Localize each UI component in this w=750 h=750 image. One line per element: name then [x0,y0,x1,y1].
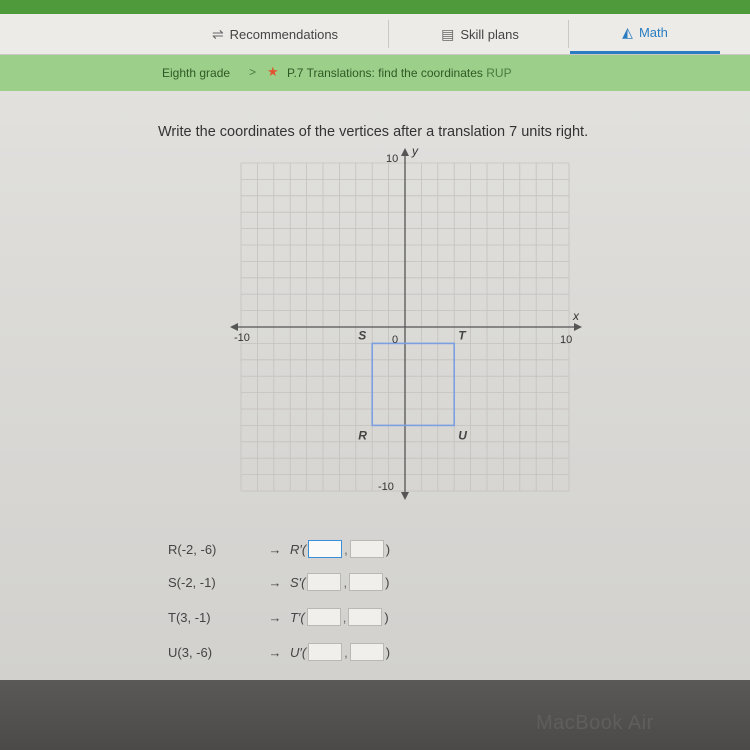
close-paren: ) [385,541,391,557]
y-coordinate-input[interactable] [350,540,384,558]
arrow-right-icon: → [268,541,282,557]
image-point-label: R′( [290,541,307,557]
star-icon: ★ [267,64,279,79]
original-point: S(-2, -1) [168,574,216,590]
vertex-label-r: R [358,428,367,443]
y-coordinate-input[interactable] [348,608,382,626]
arrow-right-icon: → [268,644,282,660]
y-min-tick: -10 [378,481,394,493]
y-axis-label: y [412,144,418,158]
answer-row [168,606,389,628]
signpost-icon: ⇌ [211,25,224,42]
vertex-label-t: T [458,328,466,343]
y-max-tick: 10 [386,153,399,165]
vertex-label-s: S [358,328,367,343]
x-axis-left-arrow-icon [230,323,238,331]
image-point-label: S′( [290,574,306,590]
arrow-right-icon: → [268,609,282,625]
y-coordinate-input[interactable] [350,643,384,661]
original-point: U(3, -6) [168,644,213,660]
tab-label: Skill plans [460,26,519,42]
origin-label: 0 [392,334,399,346]
original-point: T(3, -1) [168,609,211,625]
question-text: Write the coordinates of the vertices after a translation 7 units right. [158,124,589,140]
x-max-tick: 10 [560,334,573,346]
y-coordinate-input[interactable] [349,573,383,591]
clipboard-icon: ▤ [441,25,455,42]
comma: , [342,609,347,625]
image-point-label: T′( [290,609,305,625]
x-coordinate-input[interactable] [308,643,342,661]
breadcrumb-grade-link[interactable]: Eighth grade [162,66,231,80]
comma: , [344,541,348,557]
close-paren: ) [385,644,391,660]
vertex-label-u: U [458,428,467,443]
skill-tag: RUP [486,66,512,80]
chevron-right-icon: > [249,65,257,79]
close-paren: ) [385,574,390,590]
x-axis-right-arrow-icon [574,323,582,331]
image-point-label: U′( [290,644,307,660]
original-point: R(-2, -6) [168,541,217,557]
answer-row [168,538,390,560]
y-axis-up-arrow-icon [401,148,409,156]
device-brand-label: MacBook Air [536,712,654,734]
tab-label: Math [638,25,668,40]
x-coordinate-input[interactable] [308,540,342,558]
close-paren: ) [384,609,389,625]
x-min-tick: -10 [234,332,250,344]
skill-name: P.7 Translations: find the coordinates [287,66,483,80]
tab-label: Recommendations [229,26,339,42]
answer-row [168,571,389,593]
answer-row [168,641,390,663]
arrow-right-icon: → [268,574,282,590]
comma: , [344,644,348,660]
comma: , [343,574,348,590]
pyramid-icon: ◭ [622,24,633,40]
x-coordinate-input[interactable] [307,573,341,591]
x-axis-label: x [573,309,579,323]
x-coordinate-input[interactable] [307,608,341,626]
square-rstu [372,343,454,425]
y-axis-down-arrow-icon [401,492,409,500]
